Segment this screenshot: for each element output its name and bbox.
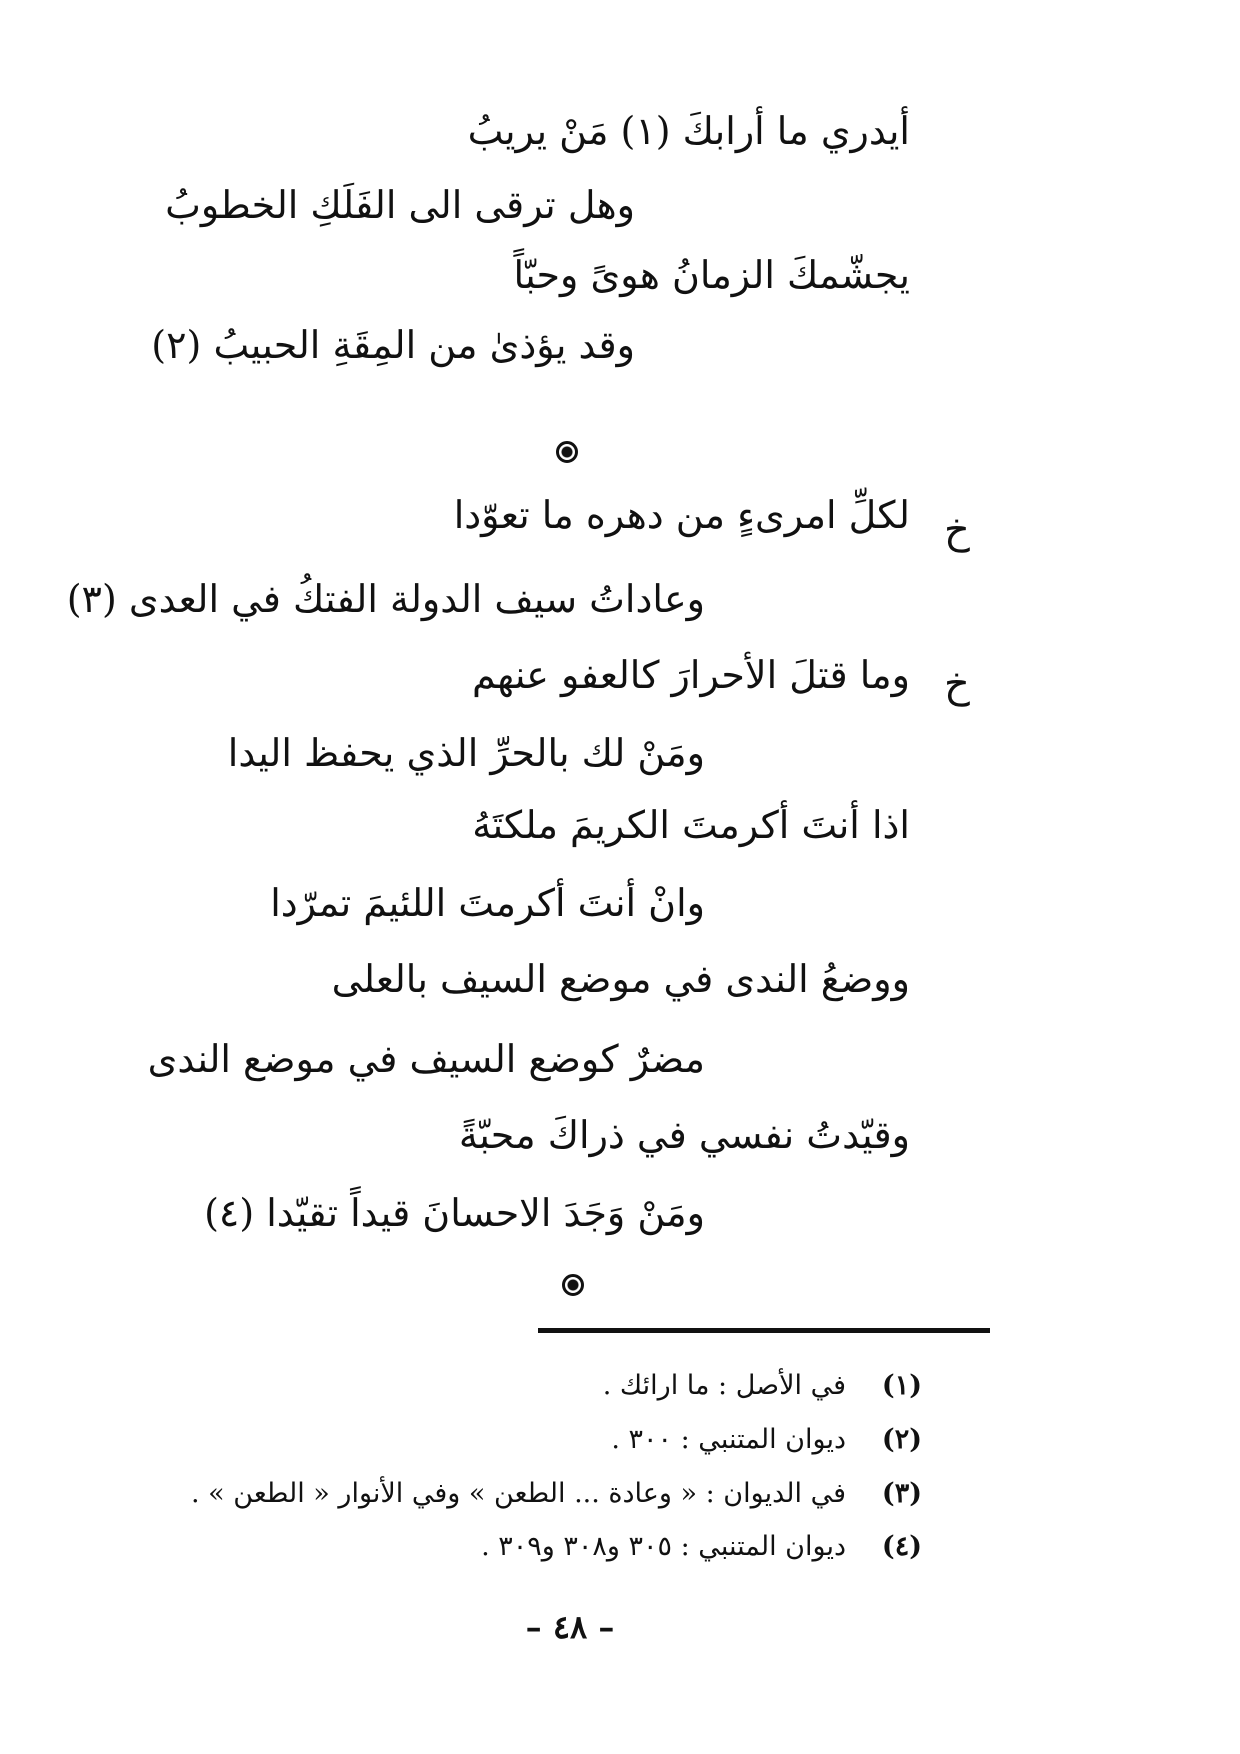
verse-line-11: ووضعُ الندى في موضع السيف بالعلى: [331, 957, 910, 1001]
page-number: – ٤٨ –: [525, 1608, 615, 1646]
verse-marker-kha: خ: [944, 507, 970, 553]
footnote-number: (٤): [881, 1531, 922, 1562]
verse-line-1: أيدري ما أرابكَ (١) مَنْ يريبُ: [467, 109, 910, 153]
verse-marker-kha: خ: [944, 661, 970, 707]
verse-line-7: وما قتلَ الأحرارَ كالعفو عنهم: [472, 653, 910, 697]
circle-ornament-icon: [556, 441, 578, 463]
footnote-2: [611, 1426, 922, 1453]
verse-line-14: ومَنْ وَجَدَ الاحسانَ قيداً تقيّدا (٤): [204, 1191, 705, 1235]
verse-line-12: مضرٌ كوضع السيف في موضع الندى: [147, 1037, 705, 1081]
verse-line-13: وقيّدتُ نفسي في ذراكَ محبّةً: [458, 1113, 910, 1157]
verse-line-10: وانْ أنتَ أكرمتَ اللئيمَ تمرّدا: [270, 881, 705, 925]
verse-line-5: لكلِّ امرىءٍ من دهره ما تعوّدا: [453, 493, 910, 537]
footnote-number: (٣): [881, 1478, 922, 1509]
footnote-text: ديوان المتنبي : ٣٠٥ و٣٠٨ و٣٠٩ .: [481, 1531, 846, 1562]
footnote-separator: [538, 1328, 990, 1333]
verse-line-8: ومَنْ لك بالحرِّ الذي يحفظ اليدا: [227, 731, 705, 775]
verse-line-3: يجشّمكَ الزمانُ هوىً وحبّاً: [513, 253, 910, 297]
footnote-1: [603, 1372, 922, 1399]
verse-line-9: اذا أنتَ أكرمتَ الكريمَ ملكتَهُ: [472, 803, 910, 847]
verse-line-6: وعاداتُ سيف الدولة الفتكُ في العدى (٣): [66, 577, 705, 621]
verse-line-4: وقد يؤذىٰ من المِقَةِ الحبيبُ (٢): [151, 323, 635, 367]
circle-ornament-icon: [562, 1274, 584, 1296]
footnote-number: (١): [881, 1370, 922, 1401]
footnote-4: [481, 1533, 922, 1560]
verse-line-2: وهل ترقى الى الفَلَكِ الخطوبُ: [165, 183, 635, 227]
footnote-3: [191, 1480, 922, 1507]
footnote-text: في الديوان : « وعادة ... الطعن » وفي الأنوار « الطعن » .: [191, 1478, 846, 1509]
footnote-number: (٢): [881, 1424, 922, 1455]
footnote-text: ديوان المتنبي : ٣٠٠ .: [611, 1424, 846, 1455]
footnote-text: في الأصل : ما ارائك .: [602, 1370, 846, 1401]
